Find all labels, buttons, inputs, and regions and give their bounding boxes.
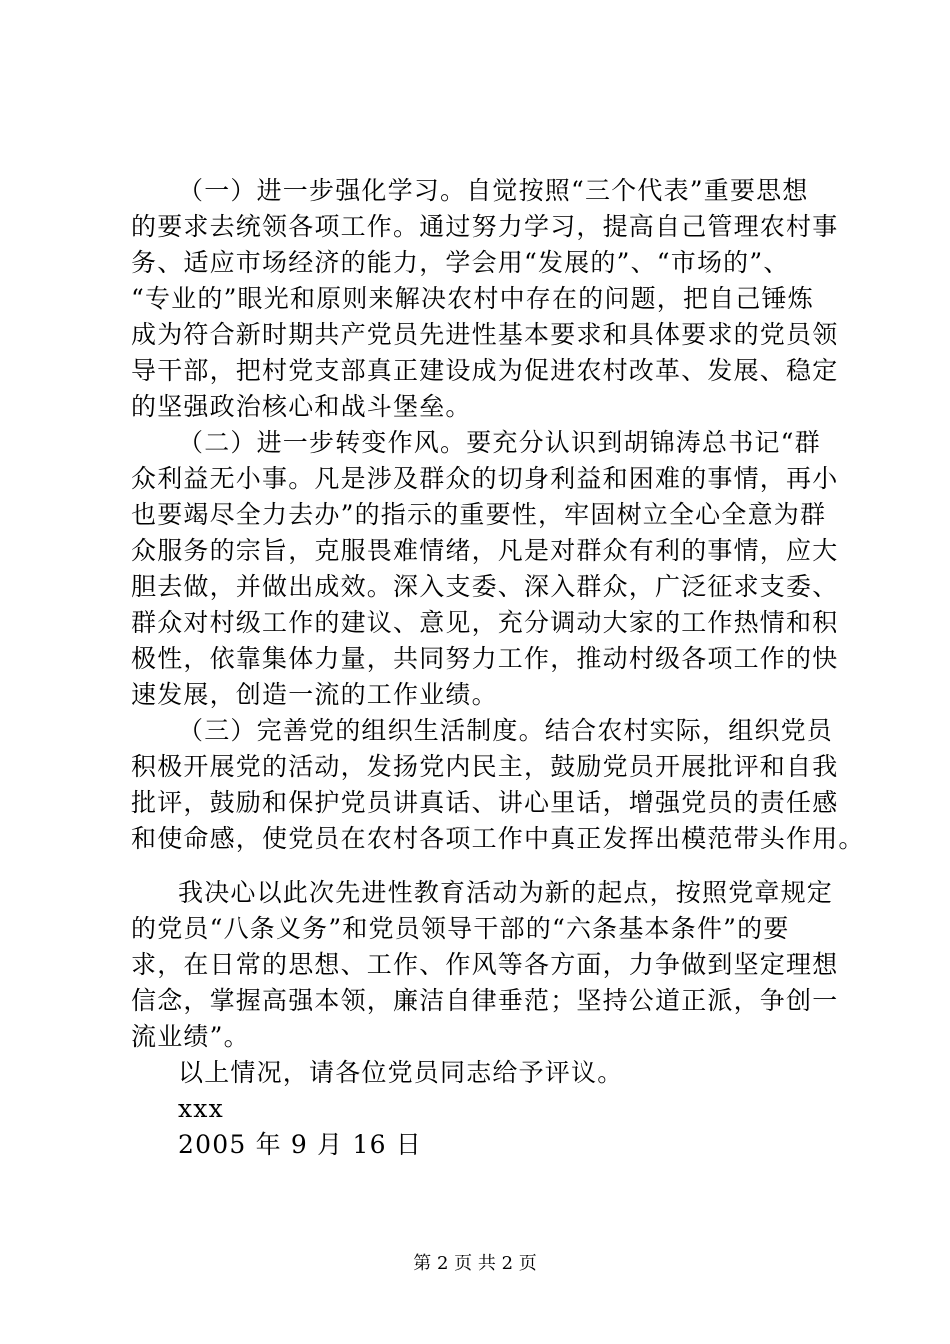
text-line: 信念，掌握高强本领，廉洁自律垂范；坚持公道正派，争创一 <box>131 986 839 1015</box>
text-line: 成为符合新时期共产党员先进性基本要求和具体要求的党员领 <box>131 320 839 349</box>
text-line: 和使命感，使党员在农村各项工作中真正发挥出模范带头作用。 <box>131 824 865 853</box>
text-line: 我决心以此次先进性教育活动为新的起点，按照党章规定 <box>178 878 834 907</box>
text-line: 速发展，创造一流的工作业绩。 <box>131 680 498 709</box>
text-line: （一）进一步强化学习。自觉按照“三个代表”重要思想 <box>178 176 809 205</box>
text-line: （二）进一步转变作风。要充分认识到胡锦涛总书记“群 <box>178 428 821 457</box>
signature-name: xxx <box>178 1094 224 1123</box>
text-line: 也要竭尽全力去办”的指示的重要性，牢固树立全心全意为群 <box>131 500 827 529</box>
text-line: 求，在日常的思想、工作、作风等各方面，力争做到坚定理想 <box>131 950 839 979</box>
text-line: （三）完善党的组织生活制度。结合农村实际，组织党员 <box>178 716 834 745</box>
page-footer: 第 2 页 共 2 页 <box>413 1253 537 1274</box>
text-line: 众利益无小事。凡是涉及群众的切身利益和困难的事情，再小 <box>131 464 839 493</box>
text-line: 极性，依靠集体力量，共同努力工作，推动村级各项工作的快 <box>131 644 839 673</box>
text-line: 的坚强政治核心和战斗堡垒。 <box>131 392 472 421</box>
signature-date: 2005 年 9 月 16 日 <box>178 1130 423 1159</box>
text-line: 以上情况，请各位党员同志给予评议。 <box>178 1058 624 1087</box>
text-line: 积极开展党的活动，发扬党内民主，鼓励党员开展批评和自我 <box>131 752 839 781</box>
text-line: 的党员“八条义务”和党员领导干部的“六条基本条件”的要 <box>131 914 790 943</box>
text-line: 的要求去统领各项工作。通过努力学习，提高自己管理农村事 <box>131 212 839 241</box>
text-line: 胆去做，并做出成效。深入支委、深入群众，广泛征求支委、 <box>131 572 839 601</box>
text-line: 务、适应市场经济的能力，学会用“发展的”、“市场的”、 <box>131 248 790 277</box>
text-line: 流业绩”。 <box>131 1022 250 1051</box>
text-line: 群众对村级工作的建议、意见，充分调动大家的工作热情和积 <box>131 608 839 637</box>
text-line: 众服务的宗旨，克服畏难情绪，凡是对群众有利的事情，应大 <box>131 536 839 565</box>
text-line: “专业的”眼光和原则来解决农村中存在的问题，把自己锤炼 <box>131 284 814 313</box>
text-line: 批评，鼓励和保护党员讲真话、讲心里话，增强党员的责任感 <box>131 788 839 817</box>
text-line: 导干部，把村党支部真正建设成为促进农村改革、发展、稳定 <box>131 356 839 385</box>
